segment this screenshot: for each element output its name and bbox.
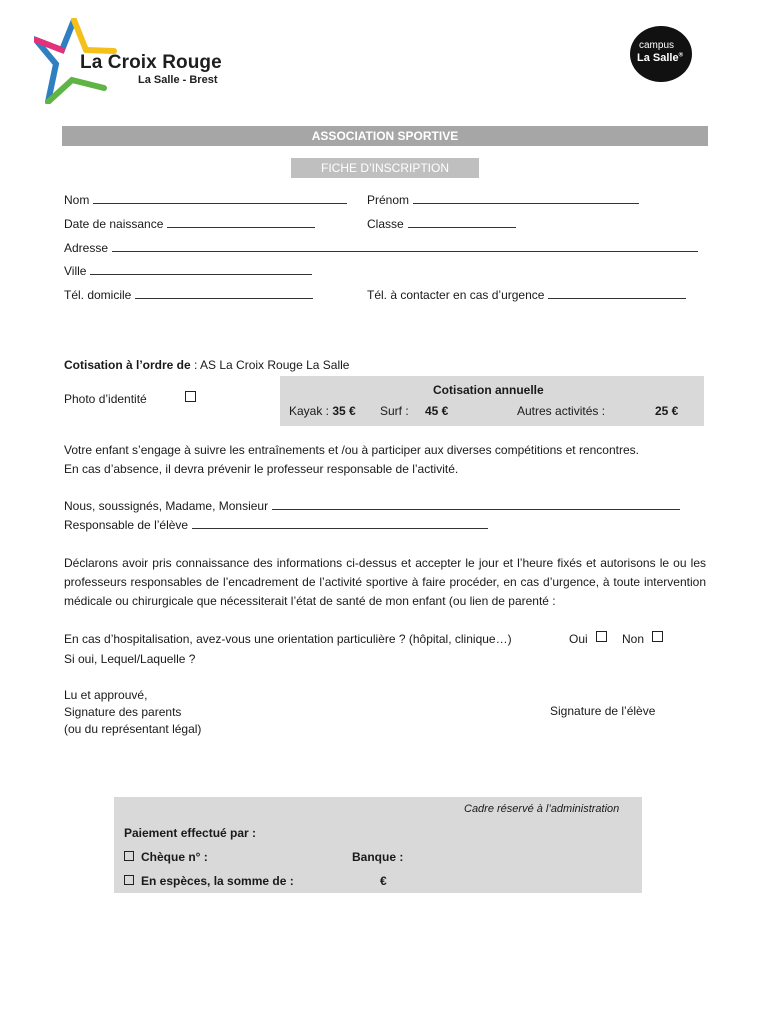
euro-symbol: € (380, 874, 387, 888)
tel-urgence-field[interactable] (367, 288, 686, 302)
kayak-price: 35 € (332, 404, 356, 418)
classe-line[interactable] (408, 217, 516, 228)
oui-checkbox[interactable] (596, 631, 607, 642)
surf-label: Surf : (380, 404, 409, 418)
cheque-label: Chèque n° : (141, 850, 208, 864)
ville-field[interactable] (64, 264, 312, 278)
classe-label: Classe (367, 217, 404, 231)
hospitalisation-question: En cas d’hospitalisation, avez-vous une orientation particulière ? (hôpital, clinique…) (64, 632, 512, 646)
signature-parents-block (64, 687, 201, 738)
association-band: ASSOCIATION SPORTIVE (62, 126, 708, 146)
responsable-label: Responsable de l’élève (64, 518, 189, 532)
kayak-price-row (289, 404, 356, 418)
campus-line1: campus (639, 40, 675, 51)
tel-urgence-label: Tél. à contacter en cas d’urgence (367, 288, 545, 302)
photo-checkbox[interactable] (185, 391, 196, 402)
tel-urgence-line[interactable] (548, 288, 686, 299)
responsable-line[interactable] (192, 518, 488, 529)
engagement-line-2: En cas d’absence, il devra prévenir le professeur responsable de l’activité. (64, 462, 459, 476)
oui-option[interactable] (569, 632, 588, 646)
lu-approuve: Lu et approuvé, (64, 688, 148, 702)
soussignes-label: Nous, soussignés, Madame, Monsieur (64, 499, 269, 513)
signature-eleve-label: Signature de l’élève (550, 704, 656, 718)
adresse-line[interactable] (112, 241, 698, 252)
fiche-band: FICHE D’INSCRIPTION (291, 158, 479, 178)
autres-price: 25 € (655, 404, 679, 418)
si-oui-text: Si oui, Lequel/Laquelle ? (64, 652, 196, 666)
kayak-label: Kayak : (289, 404, 333, 418)
engagement-line-1: Votre enfant s’engage à suivre les entraînements et /ou à participer aux diverses compétitions et rencontres. (64, 443, 639, 457)
date-naissance-line[interactable] (167, 217, 315, 228)
tel-domicile-line[interactable] (135, 288, 313, 299)
date-naissance-label: Date de naissance (64, 217, 164, 231)
declaration-text: Déclarons avoir pris connaissance des informations ci-dessus et accepter le jour et l’heure fixés et autorisons le ou les professeurs responsables de l’encadrement de l’activité sportive à faire procéder, en cas d’urgence, à toute intervention médicale ou chirurgicale que nécessiterait l’état de santé de mon enfant (ou lien de parenté : (64, 556, 706, 608)
cotisation-panel-title: Cotisation annuelle (433, 383, 544, 397)
logo-title: La Croix Rouge (80, 52, 222, 73)
representant-label: (ou du représentant légal) (64, 722, 202, 736)
adresse-label: Adresse (64, 241, 109, 255)
photo-identite (64, 392, 147, 406)
responsable-field[interactable] (64, 518, 488, 532)
nom-line[interactable] (93, 193, 347, 204)
paiement-label: Paiement effectué par : (124, 826, 257, 840)
tel-domicile-field[interactable] (64, 288, 313, 302)
date-naissance-field[interactable] (64, 217, 315, 231)
cheque-checkbox[interactable] (124, 851, 134, 861)
cotisation-order (64, 358, 349, 372)
banque-label: Banque : (352, 850, 404, 864)
surf-price: 45 € (425, 404, 449, 418)
non-label: Non (622, 632, 645, 646)
soussignes-field[interactable] (64, 499, 680, 513)
admin-reserve-label: Cadre réservé à l’administration (464, 803, 620, 815)
campus-registered-mark: ® (678, 52, 683, 59)
photo-label: Photo d’identité (64, 392, 147, 406)
engagement-text (64, 441, 706, 479)
oui-label: Oui (569, 632, 588, 646)
campus-line2: La Salle® (637, 52, 683, 64)
prenom-label: Prénom (367, 193, 410, 207)
prenom-field[interactable] (367, 193, 639, 207)
ville-label: Ville (64, 264, 87, 278)
campus-logo (630, 26, 692, 82)
logo-subtitle: La Salle - Brest (138, 74, 218, 86)
prenom-line[interactable] (413, 193, 639, 204)
especes-checkbox[interactable] (124, 875, 134, 885)
classe-field[interactable] (367, 217, 516, 231)
nom-label: Nom (64, 193, 90, 207)
adresse-field[interactable] (64, 241, 698, 255)
signature-parents-label: Signature des parents (64, 705, 182, 719)
ville-line[interactable] (90, 264, 312, 275)
cotisation-order-label: Cotisation à l’ordre de (64, 358, 191, 372)
soussignes-line[interactable] (272, 499, 680, 510)
especes-label: En espèces, la somme de : (141, 874, 294, 888)
tel-domicile-label: Tél. domicile (64, 288, 132, 302)
non-checkbox[interactable] (652, 631, 663, 642)
autres-label: Autres activités : (517, 404, 606, 418)
nom-field[interactable] (64, 193, 347, 207)
non-option[interactable] (622, 632, 644, 646)
cotisation-order-value: : AS La Croix Rouge La Salle (190, 358, 350, 372)
